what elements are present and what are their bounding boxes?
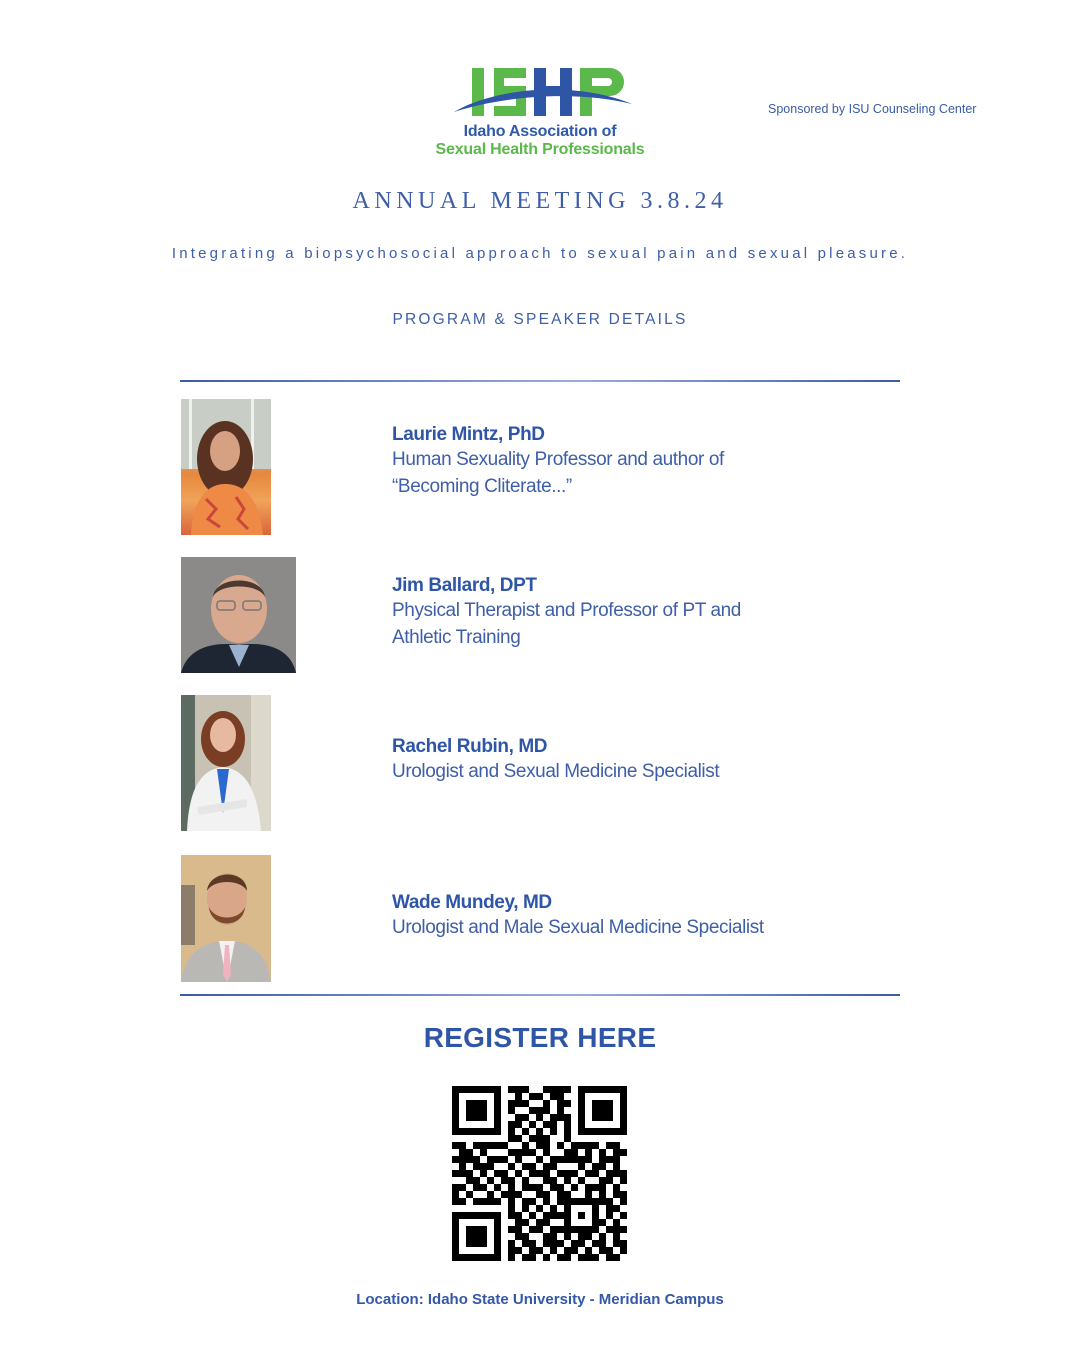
portrait-man-icon	[181, 557, 296, 673]
speaker-card-1	[392, 424, 724, 500]
speaker-description: Athletic Training	[392, 627, 521, 648]
speaker-description: Physical Therapist and Professor of PT and	[392, 600, 741, 621]
page-subtitle: Integrating a biopsychosocial approach to sexual pain and sexual pleasure.	[171, 245, 909, 262]
portrait-woman-icon	[181, 399, 271, 535]
speaker-card-2	[392, 575, 741, 651]
registration-qr-code[interactable]	[452, 1086, 627, 1261]
top-divider	[180, 380, 900, 382]
speaker-photo-wade-mundey	[181, 855, 271, 982]
register-heading: REGISTER HERE	[423, 1022, 657, 1053]
speaker-description: “Becoming Cliterate...”	[392, 476, 572, 497]
logo-org-line1: Idaho Association of	[463, 123, 617, 140]
speaker-name: Wade Mundey, MD	[392, 892, 552, 913]
ishp-logo	[420, 62, 670, 162]
speaker-card-3	[392, 736, 719, 785]
speaker-name: Rachel Rubin, MD	[392, 736, 548, 757]
ishp-logo-mark-icon	[454, 66, 634, 118]
speaker-photo-rachel-rubin	[181, 695, 271, 831]
portrait-man-icon	[181, 855, 271, 982]
speaker-photo-jim-ballard	[181, 557, 296, 673]
logo-org-line2: Sexual Health Professionals	[435, 141, 645, 158]
speaker-name: Laurie Mintz, PhD	[392, 424, 545, 445]
speaker-description: Human Sexuality Professor and author of	[392, 449, 724, 470]
speaker-card-4	[392, 892, 764, 941]
portrait-woman-icon	[181, 695, 271, 831]
speaker-name: Jim Ballard, DPT	[392, 575, 537, 596]
section-heading: PROGRAM & SPEAKER DETAILS	[392, 311, 688, 328]
page-title: ANNUAL MEETING 3.8.24	[352, 188, 728, 214]
bottom-divider	[180, 994, 900, 996]
speaker-description: Urologist and Sexual Medicine Specialist	[392, 761, 720, 782]
speaker-photo-laurie-mintz	[181, 399, 271, 535]
location-text: Location: Idaho State University - Meridian Campus	[356, 1291, 724, 1308]
sponsor-text: Sponsored by ISU Counseling Center	[768, 102, 977, 116]
speaker-description: Urologist and Male Sexual Medicine Specialist	[392, 917, 764, 938]
